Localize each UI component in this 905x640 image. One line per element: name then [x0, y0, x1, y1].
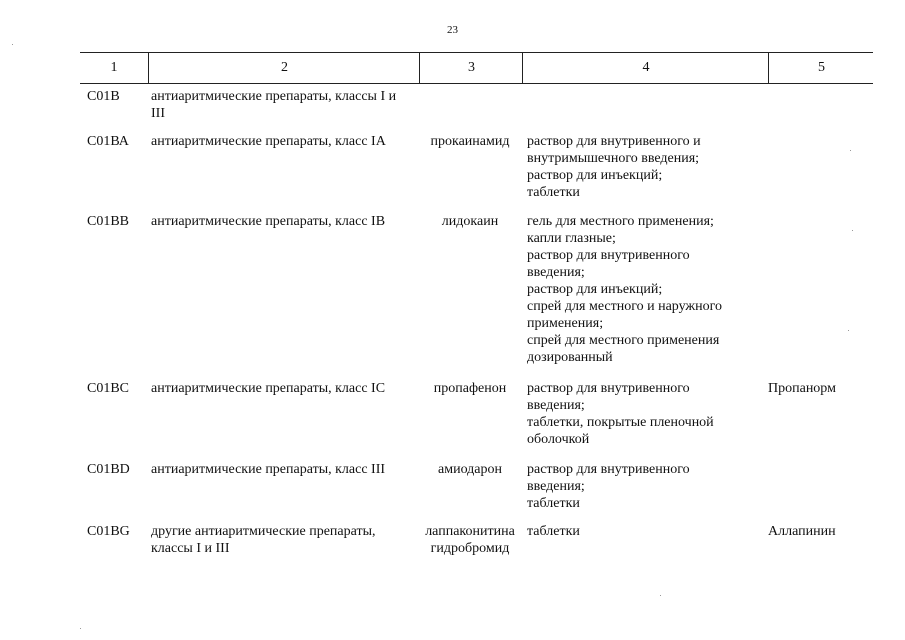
dosage-forms-line: гель для местного применения;	[527, 214, 714, 229]
header-col-1: 1	[110, 60, 118, 75]
anatomical-group	[151, 133, 421, 150]
dosage-forms-line: оболочкой	[527, 432, 590, 447]
atc-code: С01ВС	[87, 381, 130, 396]
anatomical-group	[151, 523, 421, 557]
anatomical-group-line: антиаритмические препараты, класс IС	[151, 381, 386, 396]
dosage-forms-line: раствор для внутривенного	[527, 462, 690, 477]
dosage-forms	[527, 380, 757, 448]
dosage-forms-line: введения;	[527, 479, 585, 494]
scan-speck	[852, 230, 853, 231]
drug-name-line: гидробромид	[430, 541, 510, 556]
dosage-forms-line: применения;	[527, 316, 604, 331]
atc-code: С01ВА	[87, 134, 129, 149]
drug-name	[420, 213, 520, 230]
dosage-forms-line: спрей для местного применения	[527, 333, 720, 348]
scan-speck	[80, 628, 81, 629]
anatomical-group-line: антиаритмические препараты, класс IА	[151, 134, 386, 149]
drug-name-line: амиодарон	[438, 462, 502, 477]
scan-speck	[850, 150, 851, 151]
dosage-forms-line: раствор для внутривенного и	[527, 134, 701, 149]
dosage-forms-line: таблетки	[527, 524, 580, 539]
drug-name-line: лидокаин	[441, 214, 499, 229]
anatomical-group-line: III	[151, 106, 165, 121]
atc-code: С01В	[87, 89, 120, 104]
atc-code: С01ВВ	[87, 214, 130, 229]
dosage-forms-line: введения;	[527, 265, 585, 280]
dosage-forms	[527, 523, 757, 540]
drug-name	[420, 523, 520, 557]
dosage-forms-line: дозированный	[527, 350, 613, 365]
anatomical-group	[151, 380, 421, 397]
header-col-3: 3	[419, 53, 523, 83]
dosage-forms-line: внутримышечного введения;	[527, 151, 700, 166]
scan-speck	[660, 595, 661, 596]
scan-speck	[12, 44, 13, 45]
trade-name: Аллапинин	[768, 524, 836, 539]
header-col-4: 4	[522, 53, 769, 83]
drug-name	[420, 133, 520, 150]
dosage-forms-line: таблетки	[527, 496, 580, 511]
trade-name: Пропанорм	[768, 381, 836, 396]
anatomical-group-line: другие антиаритмические препараты,	[151, 524, 376, 539]
dosage-forms-line: введения;	[527, 398, 585, 413]
dosage-forms-line: капли глазные;	[527, 231, 616, 246]
anatomical-group-line: классы I и III	[151, 541, 230, 556]
drug-name	[420, 461, 520, 478]
drug-name-line: прокаинамид	[430, 134, 510, 149]
dosage-forms-line: раствор для инъекций;	[527, 282, 663, 297]
dosage-forms-line: спрей для местного и наружного	[527, 299, 722, 314]
dosage-forms	[527, 213, 757, 366]
atc-code: С01ВG	[87, 524, 130, 539]
scan-speck	[848, 330, 849, 331]
anatomical-group-line: антиаритмические препараты, классы I и	[151, 89, 397, 104]
drug-name	[420, 380, 520, 397]
dosage-forms-line: таблетки	[527, 185, 580, 200]
table-header	[80, 52, 873, 84]
atc-code: С01ВD	[87, 462, 130, 477]
drug-name-line: пропафенон	[433, 381, 507, 396]
header-col-2: 2	[148, 53, 420, 83]
dosage-forms-line: раствор для инъекций;	[527, 168, 663, 183]
dosage-forms-line: раствор для внутривенного	[527, 381, 690, 396]
anatomical-group-line: антиаритмические препараты, класс IВ	[151, 214, 386, 229]
header-col-5: 5	[768, 53, 874, 83]
dosage-forms-line: раствор для внутривенного	[527, 248, 690, 263]
anatomical-group-line: антиаритмические препараты, класс III	[151, 462, 386, 477]
dosage-forms	[527, 461, 757, 512]
dosage-forms-line: таблетки, покрытые пленочной	[527, 415, 714, 430]
dosage-forms	[527, 133, 757, 201]
anatomical-group	[151, 213, 421, 230]
anatomical-group	[151, 461, 421, 478]
anatomical-group	[151, 88, 421, 122]
page-number: 23	[447, 24, 458, 36]
drug-name-line: лаппаконитина	[425, 524, 515, 539]
